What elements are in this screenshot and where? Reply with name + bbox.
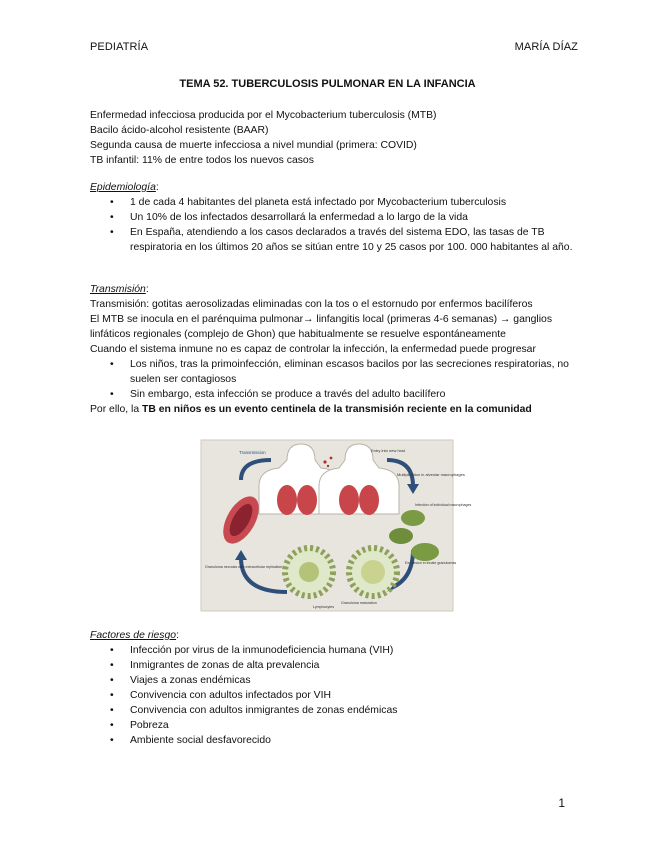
list-item: • Un 10% de los infectados desarrollará la enfermedad a lo largo de la vida xyxy=(90,210,580,225)
tb-lifecycle-illustration xyxy=(201,440,472,611)
list-item: • Sin embargo, esta infección se produce a través del adulto bacilífero xyxy=(90,387,580,402)
page-number: 1 xyxy=(558,796,565,810)
epidemiology-list xyxy=(90,195,580,255)
lung-icon xyxy=(359,485,379,515)
lung-icon xyxy=(297,485,317,515)
risk-heading-text: Factores de riesgo xyxy=(90,630,177,641)
risk-section xyxy=(90,628,580,748)
header-right: MARÍA DÍAZ xyxy=(514,41,578,53)
transmission-paragraph: Transmisión: gotitas aerosolizadas eliminadas con la tos o el estornudo por enfermos bacilíferos xyxy=(90,299,533,310)
transmission-paragraph: Cuando el sistema inmune no es capaz de controlar la infección, la enfermedad puede progresar xyxy=(90,344,536,355)
transmission-paragraph: El MTB se inocula en el parénquima pulmonar→ linfangitis local (primeras 4-6 semanas) → ganglios linfáticos regionales (complejo de Ghon) que habitualmente se resuelve espontáneamente xyxy=(90,314,553,340)
intro-line: TB infantil: 11% de entre todos los nuevos casos xyxy=(90,155,314,166)
intro-line: Bacilo ácido-alcohol resistente (BAAR) xyxy=(90,125,269,136)
header-left: PEDIATRÍA xyxy=(90,41,149,53)
label-entry: Entry into new host xyxy=(371,448,406,453)
list-item: • Convivencia con adultos inmigrantes de zonas endémicas xyxy=(90,703,580,718)
transmission-conclusion xyxy=(90,402,580,417)
list-item: • Inmigrantes de zonas de alta prevalencia xyxy=(90,658,580,673)
label-necrosis: Granuloma necrosis with extracellular replication xyxy=(205,565,283,569)
transmission-list xyxy=(90,357,580,402)
epidemiology-heading-text: Epidemiología xyxy=(90,182,156,193)
risk-list xyxy=(90,643,580,748)
label-maturation: Granuloma maturation xyxy=(341,601,377,605)
label-expansion: Expansion in innate granulomas xyxy=(405,561,457,565)
macrophage-icon xyxy=(401,510,425,526)
droplet-icon xyxy=(327,465,329,467)
epidemiology-section xyxy=(90,180,580,255)
conclusion-bold: TB en niños es un evento centinela de la transmisión reciente en la comunidad xyxy=(141,404,532,415)
lung-icon xyxy=(277,485,297,515)
list-item: • Ambiente social desfavorecido xyxy=(90,733,580,748)
label-lymphocytes: Lymphocytes xyxy=(313,605,335,609)
granuloma-left xyxy=(285,548,333,596)
epidemiology-heading: Epidemiología: xyxy=(90,182,159,193)
intro-line: Segunda causa de muerte infecciosa a nivel mundial (primera: COVID) xyxy=(90,140,417,151)
lung-icon xyxy=(339,485,359,515)
list-item: • Los niños, tras la primoinfección, eliminan escasos bacilos por las secreciones respiratorias, no suelen ser contagiosos xyxy=(90,357,580,387)
intro-line: Enfermedad infecciosa producida por el Mycobacterium tuberculosis (MTB) xyxy=(90,110,437,121)
droplet-icon xyxy=(330,457,333,460)
list-item: • 1 de cada 4 habitantes del planeta está infectado por Mycobacterium tuberculosis xyxy=(90,195,580,210)
risk-heading: Factores de riesgo: xyxy=(90,630,179,641)
droplet-icon xyxy=(323,460,326,463)
list-item: • Convivencia con adultos infectados por VIH xyxy=(90,688,580,703)
conclusion-prefix: Por ello, la xyxy=(90,404,142,415)
list-item: • En España, atendiendo a los casos declarados a través del sistema EDO, las tasas de TB respiratoria en los últimos 20 años se sitúan entre 10 y 25 casos por 100. 000 habitantes al año. xyxy=(90,225,580,255)
list-item: • Viajes a zonas endémicas xyxy=(90,673,580,688)
macrophage-icon xyxy=(411,543,439,561)
label-infection: Infection of individual macrophages xyxy=(415,503,472,507)
list-item: • Infección por virus de la inmunodeficiencia humana (VIH) xyxy=(90,643,580,658)
intro-block xyxy=(90,108,580,168)
transmission-heading-text: Transmisión xyxy=(90,284,146,295)
page-title: TEMA 52. TUBERCULOSIS PULMONAR EN LA INFANCIA xyxy=(179,78,476,90)
label-multiplication: Multiplication in alveolar macrophages xyxy=(397,472,465,477)
list-item: • Pobreza xyxy=(90,718,580,733)
transmission-heading: Transmisión: xyxy=(90,284,149,295)
label-transmission: Transmission xyxy=(239,450,266,455)
transmission-section xyxy=(90,282,580,417)
macrophage-icon xyxy=(389,528,413,544)
granuloma-right xyxy=(349,548,397,596)
tb-lifecycle-figure xyxy=(201,440,472,611)
